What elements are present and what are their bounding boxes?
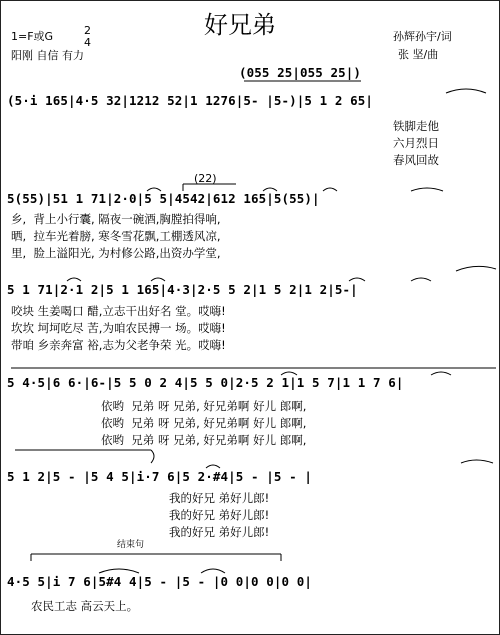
lyric-1-verse-1: 铁脚走他 xyxy=(393,119,439,133)
lyric-1-verse-3: 春风回故 xyxy=(393,153,439,167)
lyric-1-verse-2: 六月烈日 xyxy=(393,136,439,150)
lyric-2-verse-2: 晒, 拉车光着膀, 寒冬雪花飘,工棚透风凉, xyxy=(11,229,221,243)
melody-line-5: 5 1 2|5 - |5 4 5|i·7 6|5 2·#4|5 - |5 - | xyxy=(7,469,313,484)
melody-line-4: 5 4·5|6 6·|6-|5 5 0 2 4|5 5 0|2·5 2 1|1 5 7|1 1 7 6| xyxy=(7,375,404,390)
melody-line-2: 5(55)|51 1 71|2·0|5 5|4542|612 165|5(55)| xyxy=(7,191,320,206)
key-signature: 1=F或G xyxy=(11,30,54,43)
lyric-2-verse-3: 里, 脸上溢阳光, 为村修公路,出资办学堂, xyxy=(11,246,221,260)
lyric-3-verse-3: 带咱 乡亲奔富 裕,志为父老争荣 光。哎嗨! xyxy=(11,338,226,352)
melody-line-3: 5 1 71|2·1 2|5 1 165|4·3|2·5 5 2|1 5 2|1 2|5-| xyxy=(7,282,358,297)
mood-marking: 阳刚 自信 有力 xyxy=(11,49,84,62)
lyric-4-verse-3: 依哟 兄弟 呀 兄弟, 好兄弟啊 好儿 郎啊, xyxy=(101,433,307,447)
ending-label: 结束句 xyxy=(117,540,145,550)
time-signature-bottom: 4 xyxy=(84,36,91,49)
lyric-4-verse-2: 依哟 兄弟 呀 兄弟, 好兄弟啊 好儿 郎啊, xyxy=(101,416,307,430)
composer-credit: 张 坚/曲 xyxy=(398,48,439,61)
lyric-5-verse-2: 我的好兄 弟好儿郎! xyxy=(169,508,270,522)
lyric-2-verse-1: 乡, 背上小行囊, 隔夜一碗酒,胸膛拍得响, xyxy=(11,212,221,226)
song-title: 好兄弟 xyxy=(204,11,276,39)
lyric-5-verse-1: 我的好兄 弟好儿郎! xyxy=(169,491,270,505)
lyric-3-verse-2: 坎坎 坷坷吃尽 苦,为咱农民搏一 场。哎嗨! xyxy=(11,321,226,335)
lyric-4-verse-1: 依哟 兄弟 呀 兄弟, 好兄弟啊 好儿 郎啊, xyxy=(101,399,307,413)
notation-graphics xyxy=(1,1,500,635)
melody-line-1: (5·i 165|4·5 32|1212 52|1 1276|5- |5-)|5 1 2 65| xyxy=(7,93,374,108)
lyricist-credit: 孙辉孙宇/词 xyxy=(393,30,452,43)
melody-line-6: 4·5 5|i 7 6|5#4 4|5 - |5 - |0 0|0 0|0 0| xyxy=(7,574,313,589)
intro-melody: (055 25|055 25|) xyxy=(239,65,362,80)
lyric-3-verse-1: 咬块 生姜喝口 醋,立志干出好名 堂。哎嗨! xyxy=(11,304,226,318)
lyric-6-verse-1: 农民工志 高云天上。 xyxy=(31,599,139,613)
time-signature-top: 2 xyxy=(84,24,91,37)
volta-marking: (22) xyxy=(194,172,217,185)
lyric-5-verse-3: 我的好兄 弟好儿郎! xyxy=(169,525,270,539)
